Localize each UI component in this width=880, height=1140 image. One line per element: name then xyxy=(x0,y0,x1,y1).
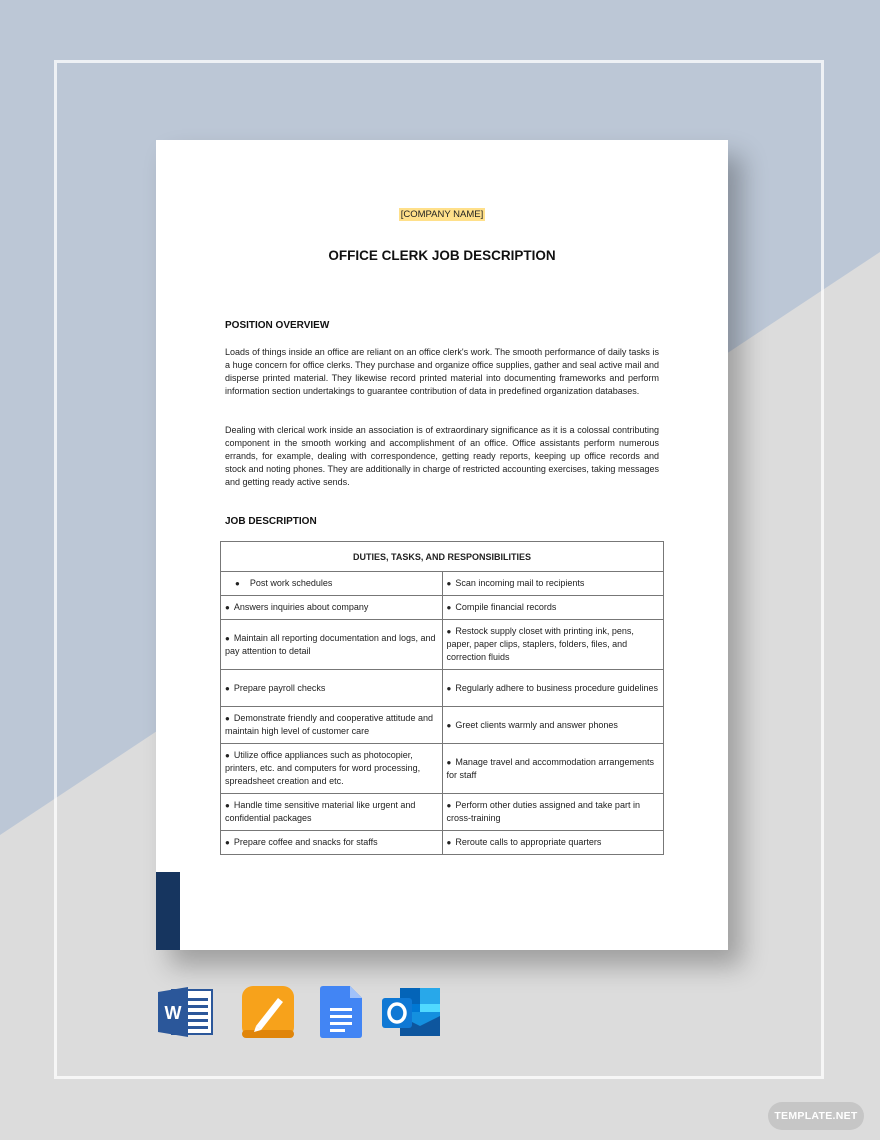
duties-table xyxy=(220,541,664,855)
company-name: [COMPANY NAME] xyxy=(400,209,484,220)
accent-bar xyxy=(156,872,180,950)
document-page xyxy=(156,140,728,950)
job-description-heading: JOB DESCRIPTION xyxy=(225,516,317,527)
table-row: ● Prepare coffee and snacks for staffs ● Reroute calls to appropriate quarters xyxy=(221,831,664,855)
overview-paragraph-2: Dealing with clerical work inside an association is of extraordinary significance as it is a colossal contributing component in the smooth working and accomplishment of an office. Office assistants perform numerous errands, for example, dealing with correspondence, getting ready reports, keeping up office records and stock and noting phones. They are additionally in charge of restricted accounting exercises, taking messages and getting ready active sends. xyxy=(225,425,659,487)
table-row: ● Utilize office appliances such as photocopier, printers, etc. and computers for word processing, spreadsheet creation and etc. ● Manage travel and accommodation arrangements for staff xyxy=(221,744,664,794)
table-row: ● Post work schedules ● Scan incoming mail to recipients xyxy=(221,572,664,596)
page-title: OFFICE CLERK JOB DESCRIPTION xyxy=(328,248,556,263)
pages-icon[interactable] xyxy=(242,986,294,1038)
table-row: ● Demonstrate friendly and cooperative attitude and maintain high level of customer care ● Greet clients warmly and answer phones xyxy=(221,707,664,744)
google-docs-icon[interactable] xyxy=(320,986,362,1038)
svg-text:W: W xyxy=(164,1003,182,1023)
table-header: DUTIES, TASKS, AND RESPONSIBILITIES xyxy=(221,542,664,572)
table-row: ● Handle time sensitive material like urgent and confidential packages ● Perform other duties assigned and take part in cross-training xyxy=(221,794,664,831)
template-net-badge[interactable]: TEMPLATE.NET xyxy=(768,1102,864,1130)
outlook-icon[interactable] xyxy=(382,986,442,1038)
overview-paragraph-1: Loads of things inside an office are reliant on an office clerk's work. The smooth performance of daily tasks is a huge concern for office clerks. They purchase and organize office supplies, gather and seal active mail and disperse printed material. They likewise record printed material into documenting frameworks and perform information section undertakings to guarantee contribution of data in predefined organization databases. xyxy=(225,347,659,396)
app-icons xyxy=(0,986,880,1038)
table-row: ● Prepare payroll checks ● Regularly adhere to business procedure guidelines xyxy=(221,670,664,707)
table-row: ● Maintain all reporting documentation and logs, and pay attention to detail ● Restock supply closet with printing ink, pens, paper, paper clips, staplers, folders, files, and correction fluids xyxy=(221,620,664,670)
position-overview-heading: POSITION OVERVIEW xyxy=(225,320,330,331)
table-row: ● Answers inquiries about company ● Compile financial records xyxy=(221,596,664,620)
word-icon[interactable] xyxy=(158,986,214,1038)
